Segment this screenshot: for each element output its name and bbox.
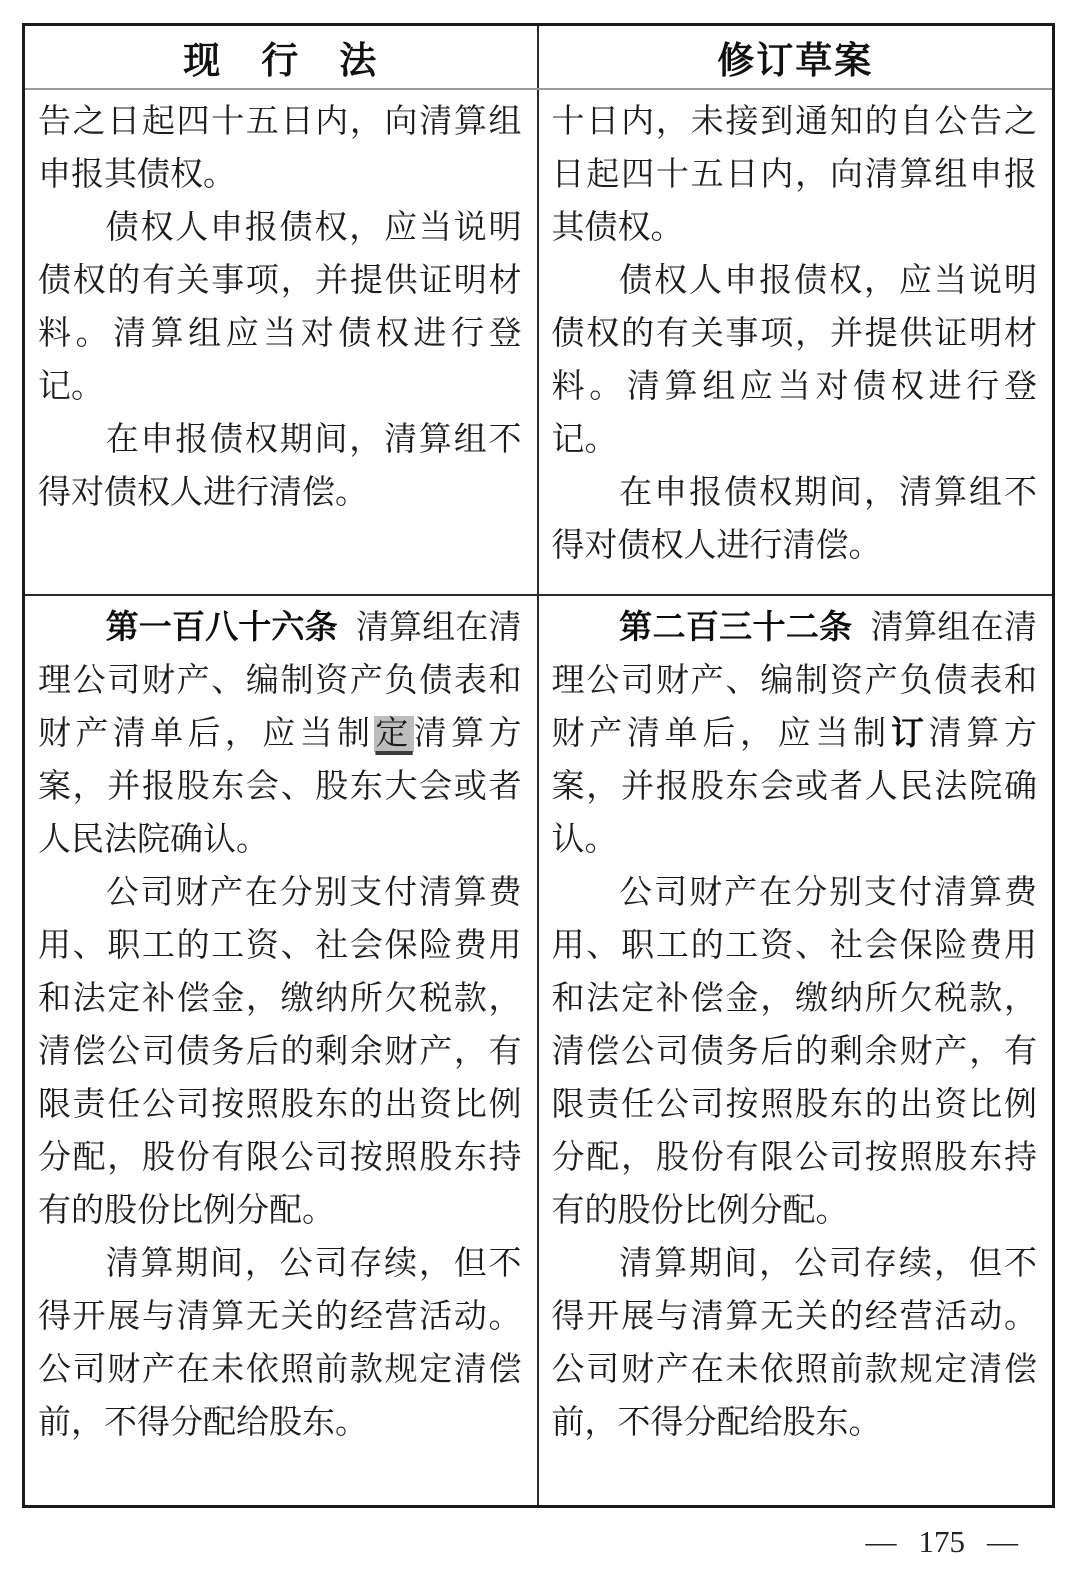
page-number: 175: [918, 1524, 965, 1559]
paragraph: 告之日起四十五日内，向清算组申报其债权。: [38, 104, 522, 193]
paragraph: 在申报债权期间，清算组不得对债权人进行清偿。: [551, 475, 1037, 564]
page-footer: [866, 1524, 1019, 1560]
paragraph: [552, 602, 1038, 867]
article-text: 清算方案，并报股东会、股东大会或者人民法院确认。: [38, 716, 522, 858]
article-number: 第二百三十二条: [619, 610, 853, 646]
paragraph: 清算期间，公司存续，但不得开展与清算无关的经营活动。公司财产在未依照前款规定清偿前，不得分配给股东。: [38, 1246, 522, 1441]
cell-revised-draft-article: [539, 596, 1053, 1505]
deleted-text-highlight: 定: [375, 716, 413, 752]
paragraph: 清算期间，公司存续，但不得开展与清算无关的经营活动。公司财产在未依照前款规定清偿前，不得分配给股东。: [551, 1246, 1037, 1441]
article-text: 清算组在清理公司财产、编制资产负债表和财产清单后，应当制: [551, 610, 1038, 752]
cell-revised-draft-continuation: [539, 90, 1053, 594]
paragraph: 公司财产在分别支付清算费用、职工的工资、社会保险费用和法定补偿金，缴纳所欠税款，清偿公司债务后的剩余财产，有限责任公司按照股东的出资比例分配，股份有限公司按照股东持有的股份比例分配。: [38, 875, 522, 1229]
revised-text-bold: 订: [890, 716, 929, 752]
article-text: 清算组在清理公司财产、编制资产负债表和财产清单后，应当制: [38, 610, 522, 752]
paragraph: 在申报债权期间，清算组不得对债权人进行清偿。: [38, 422, 522, 511]
table-header-row: [25, 26, 1052, 90]
law-comparison-table: [22, 23, 1055, 1508]
footer-dash-right: —: [987, 1524, 1018, 1559]
footer-dash-left: —: [865, 1524, 897, 1559]
table-row-article: [25, 596, 1052, 1505]
paragraph: [38, 602, 522, 867]
paragraph: 十日内，未接到通知的自公告之日起四十五日内，向清算组申报其债权。: [551, 104, 1037, 246]
article-text: 清算方案，并报股东会或者人民法院确认。: [551, 716, 1038, 858]
column-header-current-law: 现 行 法: [25, 26, 539, 88]
paragraph: 债权人申报债权，应当说明债权的有关事项，并提供证明材料。清算组应当对债权进行登记。: [38, 210, 522, 405]
paragraph: 债权人申报债权，应当说明债权的有关事项，并提供证明材料。清算组应当对债权进行登记。: [551, 263, 1037, 458]
cell-current-law-article: [25, 596, 539, 1505]
paragraph: 公司财产在分别支付清算费用、职工的工资、社会保险费用和法定补偿金，缴纳所欠税款，清偿公司债务后的剩余财产，有限责任公司按照股东的出资比例分配，股份有限公司按照股东持有的股份比例分配。: [551, 875, 1037, 1229]
cell-current-law-continuation: [25, 90, 539, 594]
article-number: 第一百八十六条: [105, 610, 338, 646]
column-header-revised-draft: 修订草案: [717, 41, 874, 82]
table-row-continuation: [25, 90, 1052, 596]
